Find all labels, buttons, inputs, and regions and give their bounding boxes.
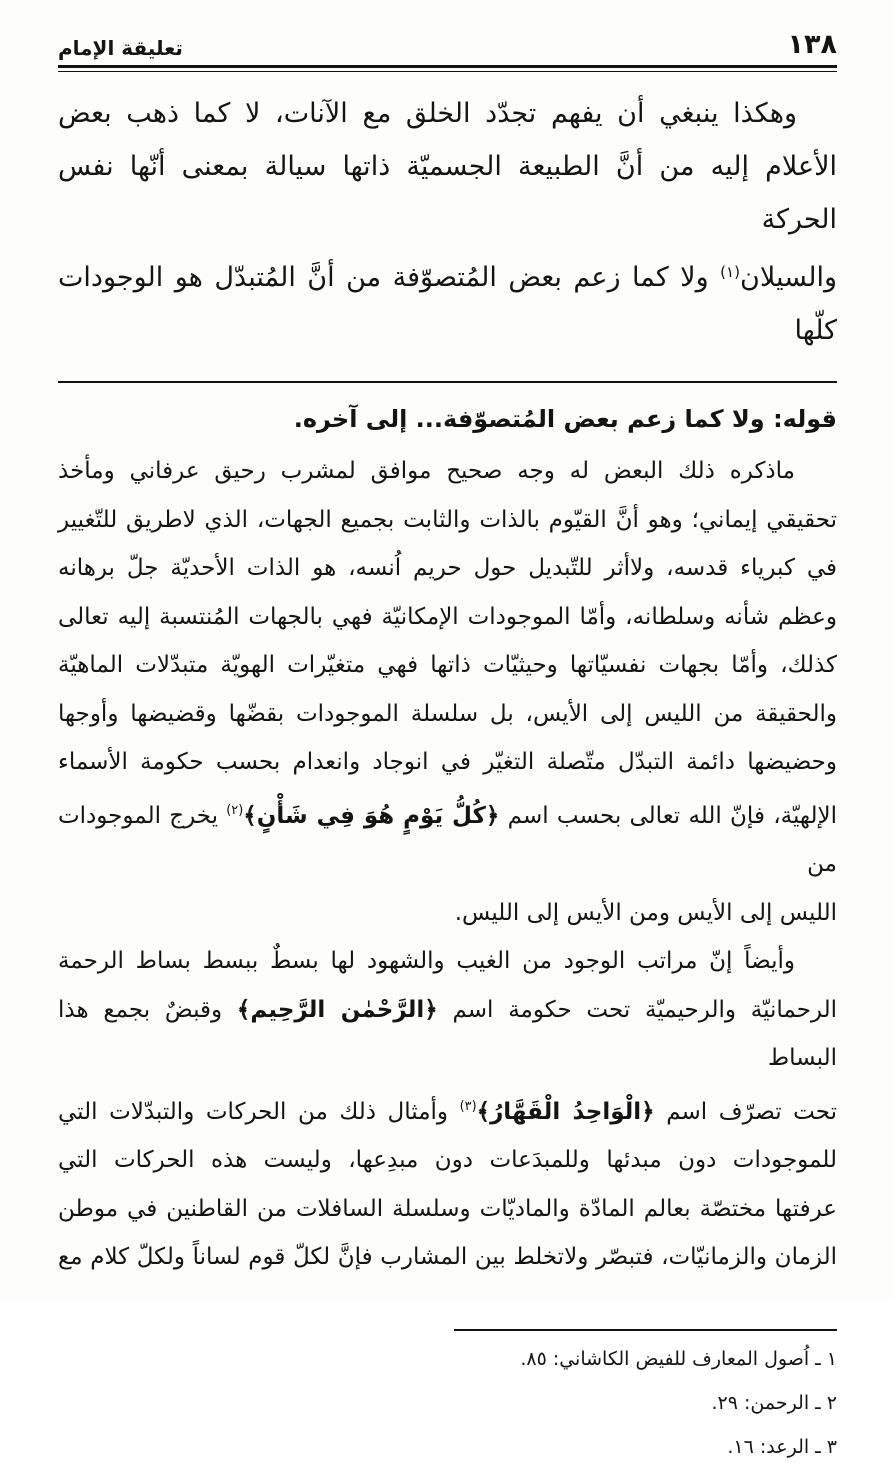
commentary-line: والحقيقة من الليس إلى الأيس، بل سلسلة الموجودات بقضّها وقضيضها وأوجها [58, 700, 837, 727]
main-text [58, 87, 837, 357]
commentary-line [58, 787, 837, 889]
commentary-body [58, 447, 837, 1282]
main-text-line: وهكذا ينبغي أن يفهم تجدّد الخلق مع الآنات، لا كما ذهب بعض [58, 98, 797, 129]
commentary-segment: الإلهيّة، فإنّ الله تعالى بحسب اسم [499, 802, 838, 829]
commentary-line: وعظم شأنه وسلطانه، وأمّا الموجودات الإمكانيّة فهي بالجهات المُنتسبة إليه تعالى [58, 603, 837, 630]
commentary-segment: وقبضٌ بجمع هذا البساط [58, 996, 837, 1071]
commentary-heading: قوله: ولا كما زعم بعض المُتصوّفة... إلى آخره. [293, 405, 837, 433]
footnote-ref-3: (٣) [459, 1098, 477, 1114]
quran-verse: ﴿الْوَاحِدُ الْقَهَّارُ﴾ [476, 1098, 655, 1125]
footnotes [58, 1337, 837, 1469]
commentary-line: تحقيقي إيماني؛ وهو أنَّ القيّوم بالذات والثابت بجميع الجهات، الذي لاطريق للتّغيير [58, 506, 837, 533]
footnote-ref-2: (٢) [226, 802, 244, 818]
commentary-line: كذلك، وأمّا بجهات نفسيّاتها وحيثيّات ذاتها فهي متغيّرات الهويّة متبدّلات الماهيّة [58, 652, 837, 678]
commentary-segment: تحت تصرّف اسم [654, 1098, 838, 1125]
running-head-title: تعليقة الإمام [58, 36, 183, 60]
page-number: ١٣٨ [787, 29, 837, 60]
commentary-line [58, 1083, 837, 1137]
commentary-line: للموجودات دون مبدئها وللمبدَعات دون مبدِعها، وليست هذه الحركات التي [58, 1147, 837, 1173]
commentary-segment: الرحمانيّة والرحيميّة تحت حكومة اسم [437, 996, 838, 1023]
commentary-line: ماذكره ذلك البعض له وجه صحيح موافق لمشرب رحيق عرفاني ومأخذ [58, 458, 795, 484]
commentary-line: وأيضاً إنّ مراتب الوجود من الغيب والشهود لها بسطٌ ببسط بساط الرحمة [58, 948, 795, 974]
main-text-line [58, 246, 837, 357]
commentary-line: الزمان والزمانيّات، فتبصّر ولاتخلط بين المشارب فإنَّ لكلّ قوم لساناً ولكلّ كلام مع [58, 1244, 837, 1270]
header-rule [58, 65, 837, 72]
footnote-ref-1: (١) [720, 263, 741, 281]
section-divider [58, 381, 837, 383]
commentary-line: عرفتها مختصّة بعالم المادّة والماديّات وسلسلة السافلات من القاطنين في موطن [58, 1195, 837, 1222]
main-text-line: الأعلام إليه من أنَّ الطبيعة الجسميّة ذاتها سيالة بمعنى أنّها نفس الحركة [58, 151, 837, 235]
commentary-line [58, 986, 837, 1083]
commentary-line: في كبرياء قدسه، ولاأثر للتّبديل حول حريم اُنسه، هو الذات الأحديّة جلّ برهانه [58, 555, 837, 581]
quran-verse: ﴿كُلُّ يَوْمٍ هُوَ فِي شَأْنٍ﴾ [243, 802, 500, 829]
commentary-segment: يخرج الموجودات من [58, 802, 837, 877]
commentary-line: وحضيضها دائمة التبدّل متّصلة التغيّر في انوجاد وانعدام بحسب حكومة الأسماء [58, 749, 837, 775]
page-header [58, 26, 837, 60]
commentary-section [58, 399, 837, 1282]
main-text-segment: والسيلان [740, 262, 837, 293]
footnote-item: ٣ ـ الرعد: ١٦. [727, 1435, 837, 1458]
commentary-segment: وأمثال ذلك من الحركات والتبدّلات التي [58, 1098, 460, 1125]
footnote-item: ١ ـ اُصول المعارف للفيض الكاشاني: ٨٥. [520, 1347, 837, 1370]
footnote-item: ٢ ـ الرحمن: ٢٩. [711, 1391, 837, 1414]
commentary-line: الليس إلى الأيس ومن الأيس إلى الليس. [454, 899, 837, 926]
footnote-divider [454, 1329, 837, 1331]
quran-verse: ﴿الرَّحْمٰن الرَّحِيم﴾ [236, 996, 438, 1023]
main-text-segment: ولا كما زعم بعض المُتصوّفة من أنَّ المُتبدّل هو الوجودات كلّها [58, 262, 837, 346]
